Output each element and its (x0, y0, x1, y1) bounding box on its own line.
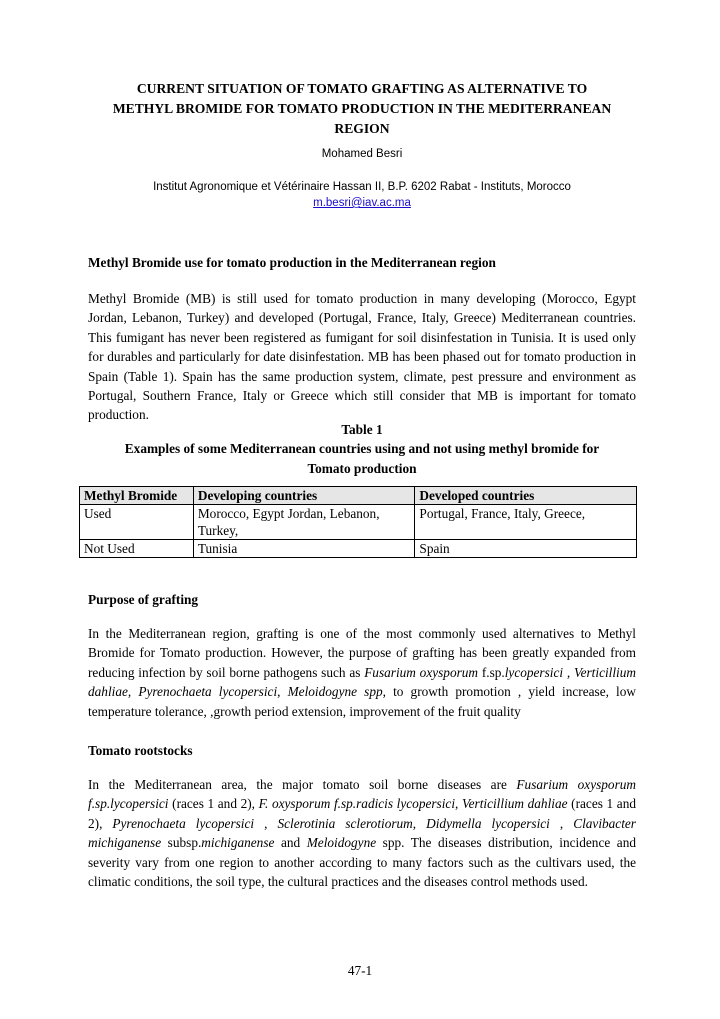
table-label: Table 1 (341, 422, 383, 437)
table-header-cell: Developed countries (415, 487, 637, 505)
section-paragraph-rootstocks: In the Mediterranean area, the major tomato soil borne diseases are Fusarium oxysporum f.sp.lycopersici (races 1 and 2), F. oxysporum f.sp.radicis lycopersici, Verticillium dahliae (races 1 and 2), Pyrenochaeta lycopersici , Sclerotinia sclerotiorum, Didymella lycopersici , Clavibacter michiganense subsp.michiganense and Meloidogyne spp. The diseases distribution, incidence and severity vary from one region to another according to many factors such as the cultivars used, the climatic conditions, the soil type, the cultural practices and the diseases control methods used. (88, 777, 636, 890)
table-caption-line: Tomato production (307, 460, 417, 476)
paper-title (88, 79, 636, 139)
table-cell: Used (80, 505, 194, 540)
title-line: REGION (334, 121, 390, 136)
section-heading-mb-use: Methyl Bromide use for tomato production in the Mediterranean region (88, 255, 496, 270)
author-email-link[interactable]: m.besri@iav.ac.ma (313, 197, 411, 209)
table-header-row (80, 487, 637, 505)
section-heading-rootstocks: Tomato rootstocks (88, 743, 193, 758)
table-cell: Portugal, France, Italy, Greece, (415, 505, 637, 540)
affiliation: Institut Agronomique et Vétérinaire Hassan II, B.P. 6202 Rabat - Instituts, Morocco (153, 181, 571, 193)
section-paragraph-mb-use: Methyl Bromide (MB) is still used for tomato production in many developing (Morocco, Egypt Jordan, Lebanon, Turkey) and developed (Portugal, France, Italy, Greece) Mediterranean countries. This fumigant has never been registered as fumigant for soil disinfestation in Tunisia. It is used only for durables and particularly for date disinfestation. MB has been phased out for tomato production in Spain (Table 1). Spain has the same production system, climate, pest pressure and environment as Portugal, Southern France, Italy or Greece which still consider that MB is important for tomato production. (88, 291, 636, 423)
table-cell: Tunisia (193, 540, 415, 558)
page-number: 47-1 (347, 963, 373, 978)
table-cell: Morocco, Egypt Jordan, Lebanon, Turkey, (193, 505, 415, 540)
table-caption-line: Examples of some Mediterranean countries using and not using methyl bromide for (124, 441, 600, 457)
table-header-cell: Developing countries (193, 487, 415, 505)
methyl-bromide-table (79, 486, 637, 558)
affiliation-block (88, 179, 636, 211)
section-heading-purpose: Purpose of grafting (88, 592, 199, 607)
table-caption (88, 420, 636, 478)
title-line: METHYL BROMIDE FOR TOMATO PRODUCTION IN THE MEDITERRANEAN (112, 101, 612, 116)
table-header-cell: Methyl Bromide (80, 487, 194, 505)
table-row (80, 540, 637, 558)
title-line: CURRENT SITUATION OF TOMATO GRAFTING AS ALTERNATIVE TO (136, 81, 588, 96)
section-paragraph-purpose: In the Mediterranean region, grafting is one of the most commonly used alternatives to Methyl Bromide for Tomato production. However, the purpose of grafting has been greatly expanded from reducing infection by soil borne pathogens such as Fusarium oxysporum f.sp.lycopersici , Verticillium dahliae, Pyrenochaeta lycopersici, Meloidogyne spp, to growth promotion , yield increase, low temperature tolerance, ,growth period extension, improvement of the fruit quality (88, 626, 637, 719)
table-cell: Spain (415, 540, 637, 558)
table-cell: Not Used (80, 540, 194, 558)
table-row (80, 505, 637, 540)
author-name: Mohamed Besri (321, 148, 403, 160)
